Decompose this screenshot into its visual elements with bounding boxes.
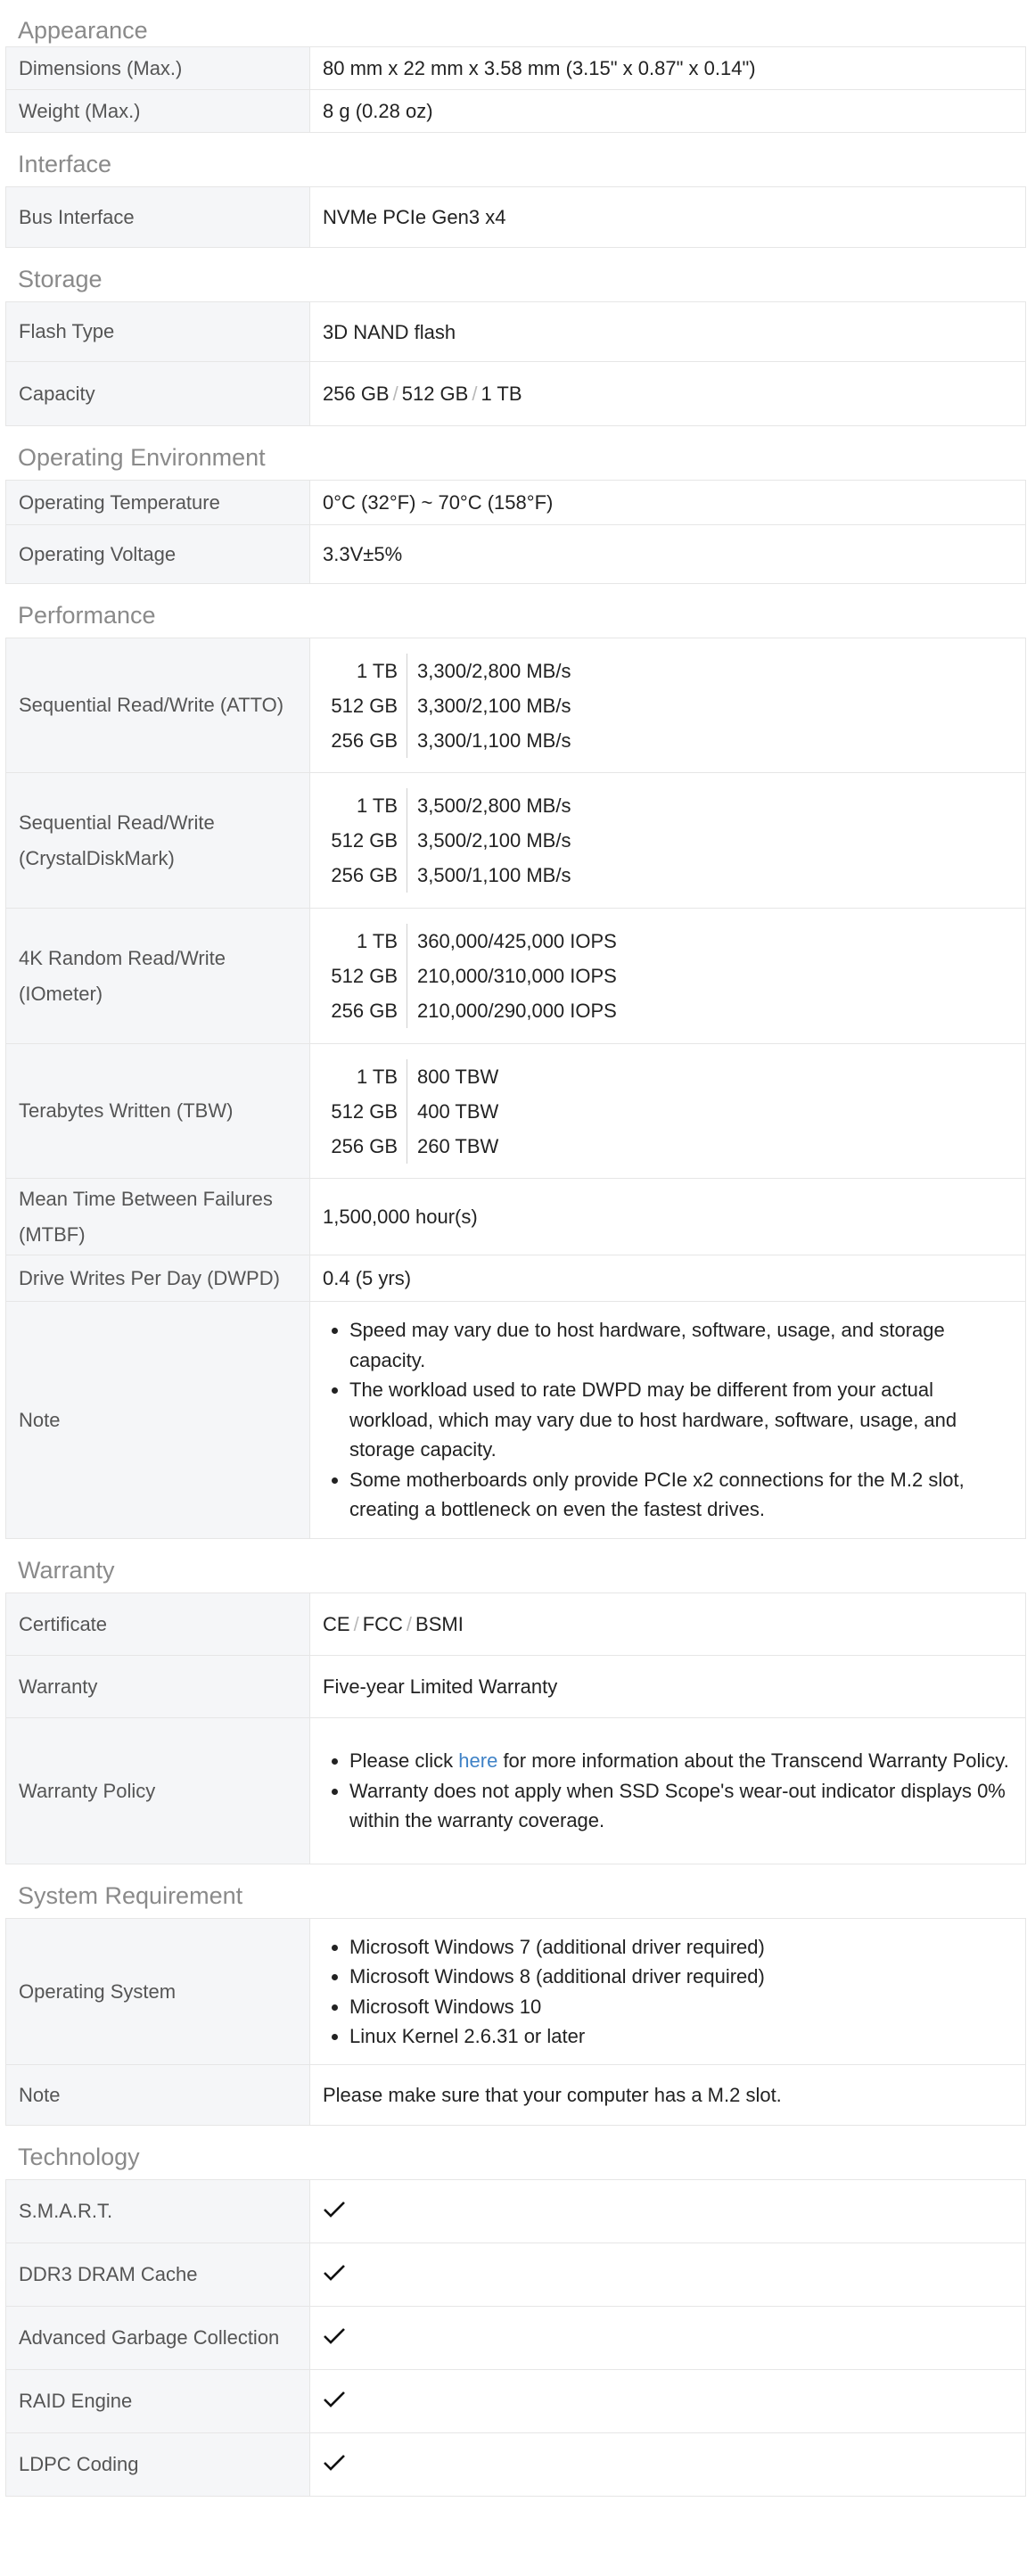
capacity-option: 512 GB [401, 383, 469, 405]
list-item: • Linux Kernel 2.6.31 or later [349, 2021, 1013, 2052]
section-title-interface: Interface [18, 151, 112, 177]
appearance-table [5, 46, 1026, 133]
capacity-cell: 256 GB [331, 1134, 398, 1157]
capacity-cell: 1 TB [356, 794, 398, 817]
table-row [323, 858, 571, 893]
storage-table [5, 301, 1026, 426]
capacity-cell: 1 TB [356, 930, 398, 952]
temperature-label: Operating Temperature [6, 481, 310, 525]
certificate-item: BSMI [415, 1613, 464, 1635]
dimensions-label: Dimensions (Max.) [6, 47, 310, 90]
tbw-cell: 260 TBW [407, 1129, 499, 1164]
flash-type-label: Flash Type [6, 302, 310, 362]
table-row [6, 1302, 1026, 1539]
table-row [323, 823, 571, 858]
section-title-technology: Technology [18, 2144, 140, 2170]
list-item: • Microsoft Windows 8 (additional driver required) [349, 1962, 1013, 1992]
table-row [6, 1718, 1026, 1864]
random-rw-value [310, 909, 1026, 1044]
speed-cell: 3,300/2,800 MB/s [407, 654, 571, 688]
warranty-policy-value [310, 1718, 1026, 1864]
table-row [6, 1044, 1026, 1179]
speed-cell: 3,300/2,100 MB/s [407, 688, 571, 723]
atto-value [310, 638, 1026, 773]
feature-value [310, 2370, 1026, 2433]
random-rw-label: 4K Random Read/Write (IOmeter) [6, 909, 310, 1044]
section-title-system: System Requirement [18, 1882, 243, 1909]
feature-value [310, 2307, 1026, 2370]
tbw-value [310, 1044, 1026, 1179]
capacity-cell: 1 TB [356, 1065, 398, 1088]
crystaldiskmark-value [310, 773, 1026, 909]
performance-note-value [310, 1302, 1026, 1539]
tbw-cell: 400 TBW [407, 1094, 499, 1129]
table-row [323, 788, 571, 823]
dwpd-value: 0.4 (5 yrs) [310, 1255, 1026, 1302]
certificate-item: FCC [362, 1613, 403, 1635]
random-capacity-table [323, 924, 617, 1028]
check-icon [323, 2391, 346, 2408]
speed-cell: 3,300/1,100 MB/s [407, 723, 571, 758]
system-note-value: Please make sure that your computer has a M.2 slot. [310, 2065, 1026, 2126]
bus-interface-value: NVMe PCIe Gen3 x4 [310, 187, 1026, 248]
capacity-value [310, 362, 1026, 426]
table-row [323, 959, 617, 993]
table-row [323, 654, 571, 688]
table-row [323, 993, 617, 1028]
feature-label: DDR3 DRAM Cache [6, 2243, 310, 2307]
crystaldiskmark-label: Sequential Read/Write (CrystalDiskMark) [6, 773, 310, 909]
table-row [6, 2433, 1026, 2497]
feature-label: RAID Engine [6, 2370, 310, 2433]
feature-label: S.M.A.R.T. [6, 2180, 310, 2243]
table-row [6, 302, 1026, 362]
table-row [6, 47, 1026, 90]
section-title-warranty: Warranty [18, 1557, 115, 1584]
section-title-appearance: Appearance [18, 17, 148, 44]
table-row [6, 2243, 1026, 2307]
table-row [6, 909, 1026, 1044]
capacity-label: Capacity [6, 362, 310, 426]
policy-list [323, 1746, 1013, 1836]
separator: / [472, 383, 478, 405]
interface-table [5, 186, 1026, 248]
list-item [349, 1746, 1013, 1776]
table-row [6, 1179, 1026, 1255]
check-icon [323, 2327, 346, 2345]
warranty-policy-link[interactable]: here [458, 1749, 498, 1773]
certificate-item: CE [323, 1613, 350, 1635]
performance-table [5, 638, 1026, 1539]
list-item: • Some motherboards only provide PCIe x2 connections for the M.2 slot, creating a bottleneck on even the fastest drives. [349, 1465, 1013, 1525]
dimensions-value: 80 mm x 22 mm x 3.58 mm (3.15" x 0.87" x 0.14") [310, 47, 1026, 90]
environment-table [5, 480, 1026, 584]
os-list [323, 1932, 1013, 2052]
atto-label: Sequential Read/Write (ATTO) [6, 638, 310, 773]
warranty-label: Warranty [6, 1656, 310, 1718]
performance-note-label: Note [6, 1302, 310, 1539]
table-row [6, 2065, 1026, 2126]
table-row [6, 481, 1026, 525]
table-row [6, 1255, 1026, 1302]
table-row [6, 362, 1026, 426]
speed-cell: 3,500/2,800 MB/s [407, 788, 571, 823]
section-title-storage: Storage [18, 266, 103, 292]
capacity-cell: 512 GB [331, 965, 398, 987]
capacity-cell: 256 GB [331, 728, 398, 752]
capacity-cell: 256 GB [331, 1000, 398, 1022]
table-row [323, 924, 617, 959]
note-list [323, 1315, 1013, 1525]
warranty-policy-label: Warranty Policy [6, 1718, 310, 1864]
tbw-capacity-table [323, 1059, 498, 1164]
certificate-label: Certificate [6, 1593, 310, 1656]
warranty-table [5, 1593, 1026, 1864]
policy-text: Please click [349, 1749, 459, 1773]
capacity-cell: 512 GB [331, 1099, 398, 1123]
tbw-label: Terabytes Written (TBW) [6, 1044, 310, 1179]
table-row [6, 1919, 1026, 2065]
feature-value [310, 2243, 1026, 2307]
table-row [6, 525, 1026, 584]
table-row [6, 2180, 1026, 2243]
capacity-cell: 512 GB [331, 694, 398, 717]
table-row [323, 723, 571, 758]
table-row [323, 1129, 498, 1164]
atto-capacity-table [323, 654, 571, 758]
list-item: • Microsoft Windows 7 (additional driver required) [349, 1932, 1013, 1963]
policy-text: for more information about the Transcend Warranty Policy. [497, 1749, 1009, 1773]
capacity-cell: 256 GB [331, 864, 398, 886]
iops-cell: 360,000/425,000 IOPS [407, 924, 617, 959]
dwpd-label: Drive Writes Per Day (DWPD) [6, 1255, 310, 1302]
table-row [323, 1094, 498, 1129]
table-row [6, 90, 1026, 133]
separator: / [406, 1613, 413, 1635]
flash-type-value: 3D NAND flash [310, 302, 1026, 362]
table-row [6, 638, 1026, 773]
list-item: • Speed may vary due to host hardware, software, usage, and storage capacity. [349, 1315, 1013, 1375]
capacity-option: 256 GB [323, 383, 390, 405]
voltage-value: 3.3V±5% [310, 525, 1026, 584]
bus-interface-label: Bus Interface [6, 187, 310, 248]
section-title-environment: Operating Environment [18, 444, 266, 471]
temperature-value: 0°C (32°F) ~ 70°C (158°F) [310, 481, 1026, 525]
mtbf-label: Mean Time Between Failures (MTBF) [6, 1179, 310, 1255]
iops-cell: 210,000/290,000 IOPS [407, 993, 617, 1028]
table-row [6, 2370, 1026, 2433]
system-note-label: Note [6, 2065, 310, 2126]
feature-value [310, 2180, 1026, 2243]
certificate-value [310, 1593, 1026, 1656]
os-value [310, 1919, 1026, 2065]
feature-label: Advanced Garbage Collection [6, 2307, 310, 2370]
table-row [6, 187, 1026, 248]
speed-cell: 3,500/2,100 MB/s [407, 823, 571, 858]
list-item: • The workload used to rate DWPD may be different from your actual workload, which may vary due to host hardware, software, usage, and storage capacity. [349, 1375, 1013, 1465]
weight-value: 8 g (0.28 oz) [310, 90, 1026, 133]
cdm-capacity-table [323, 788, 571, 893]
check-icon [323, 2454, 346, 2472]
table-row [6, 1593, 1026, 1656]
capacity-cell: 1 TB [356, 659, 398, 682]
table-row [6, 773, 1026, 909]
table-row [323, 688, 571, 723]
feature-label: LDPC Coding [6, 2433, 310, 2497]
check-icon [323, 2201, 346, 2218]
spec-page [5, 0, 1026, 2497]
list-item: • Warranty does not apply when SSD Scope's wear-out indicator displays 0% within the warranty coverage. [349, 1776, 1013, 1836]
list-item: • Microsoft Windows 10 [349, 1992, 1013, 2022]
separator: / [392, 383, 398, 405]
table-row [6, 1656, 1026, 1718]
capacity-cell: 512 GB [331, 829, 398, 852]
os-label: Operating System [6, 1919, 310, 2065]
table-row [6, 2307, 1026, 2370]
separator: / [353, 1613, 359, 1635]
feature-value [310, 2433, 1026, 2497]
tbw-cell: 800 TBW [407, 1059, 499, 1094]
warranty-value: Five-year Limited Warranty [310, 1656, 1026, 1718]
capacity-option: 1 TB [481, 383, 522, 405]
technology-table [5, 2179, 1026, 2497]
check-icon [323, 2264, 346, 2282]
voltage-label: Operating Voltage [6, 525, 310, 584]
system-table [5, 1918, 1026, 2126]
mtbf-value: 1,500,000 hour(s) [310, 1179, 1026, 1255]
iops-cell: 210,000/310,000 IOPS [407, 959, 617, 993]
weight-label: Weight (Max.) [6, 90, 310, 133]
speed-cell: 3,500/1,100 MB/s [407, 858, 571, 893]
table-row [323, 1059, 498, 1094]
section-title-performance: Performance [18, 602, 156, 629]
